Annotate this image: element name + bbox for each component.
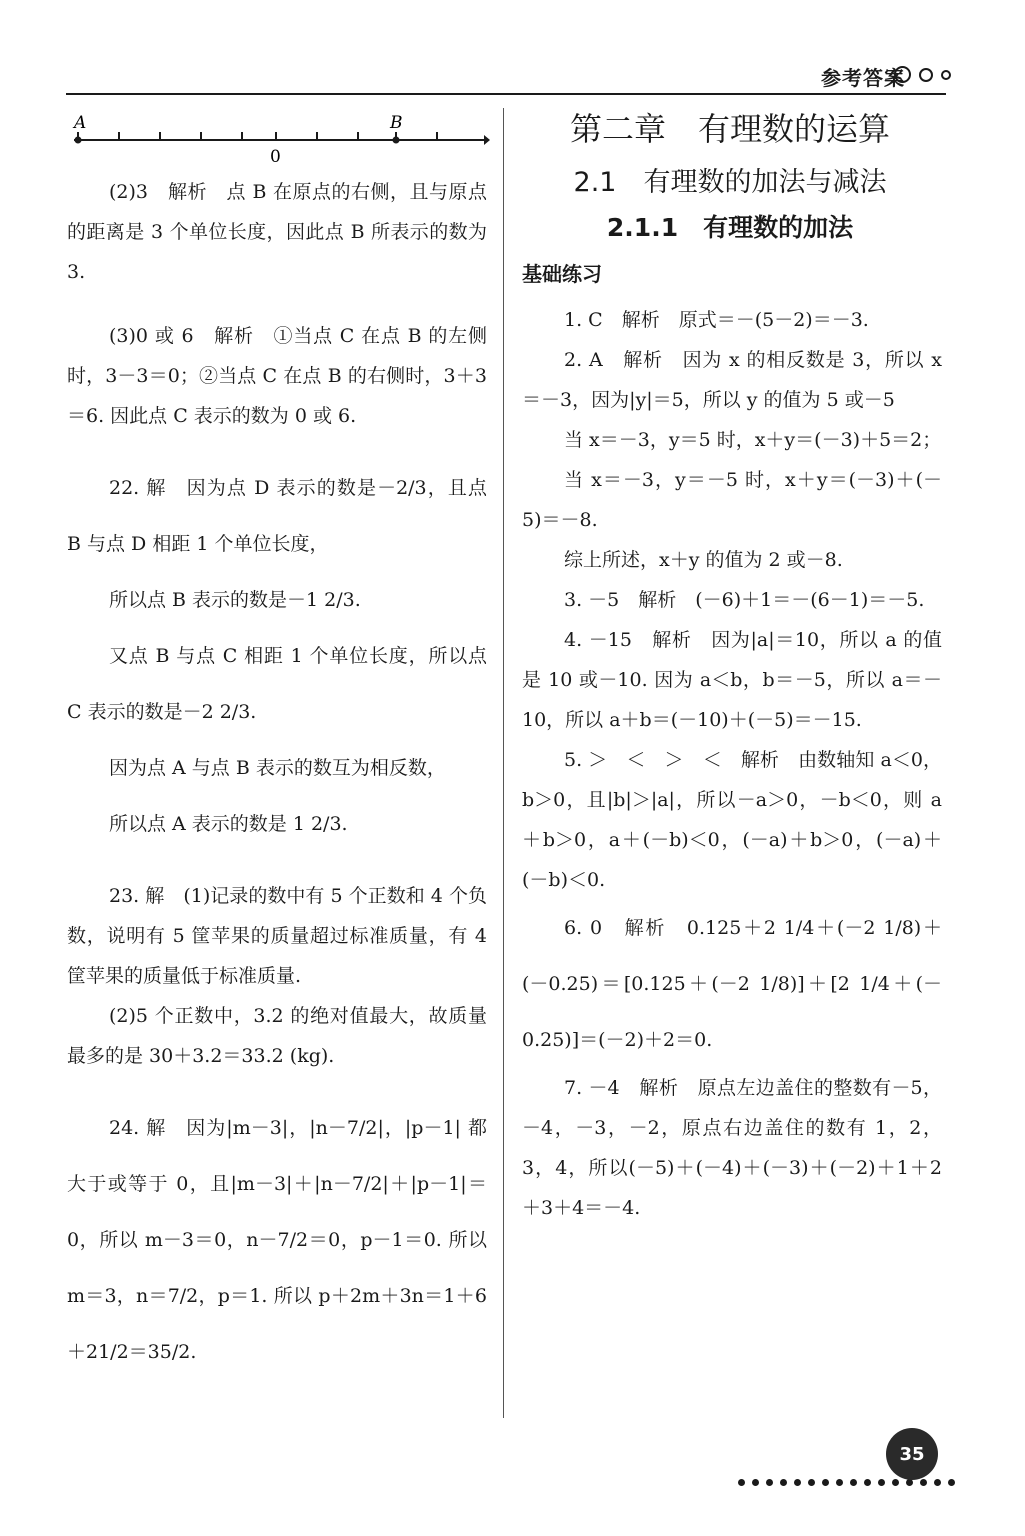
answer-23-2: (2)5 个正数中，3.2 的绝对值最大，故质量最多的是 30＋3.2＝33.2 (kg).: [67, 1005, 487, 1067]
point-b-label: B: [390, 113, 403, 133]
answer-5: 5. ＞ ＜ ＞ ＜ 解析 由数轴知 a＜0，b＞0，且|b|＞|a|，所以－a＞0，－b＜0，则 a＋b＞0，a＋(－b)＜0，(－a)＋b＞0，(－a)＋(－b)＜0.: [522, 749, 942, 891]
answer-2-conclusion: 综上所述，x＋y 的值为 2 或－8.: [564, 549, 843, 571]
header-rule: [66, 93, 946, 95]
point-a-dot: [75, 137, 82, 144]
subsection-title: 2.1.1 有理数的加法: [606, 213, 854, 242]
chapter-title: 第二章 有理数的运算: [569, 110, 890, 148]
answer-7: 7. －4 解析 原点左边盖住的整数有－5，－4，－3，－2，原点右边盖住的数有 1，2，3，4，所以(－5)＋(－4)＋(－3)＋(－2)＋1＋2＋3＋4＝－4.: [522, 1077, 942, 1219]
circle-icon: [894, 66, 911, 83]
answer-2-case-1: 当 x＝－3，y＝5 时，x＋y＝(－3)＋5＝2；: [564, 429, 942, 451]
header-title: 参考答案: [821, 66, 905, 90]
circle-icon: [941, 70, 951, 80]
point-a-label: A: [74, 113, 87, 133]
answer-21-2: (2)3 解析 点 B 在原点的右侧，且与原点的距离是 3 个单位长度，因此点 B 所表示的数为 3.: [67, 181, 487, 283]
column-divider: [503, 108, 504, 1418]
answer-22-point-c: 又点 B 与点 C 相距 1 个单位长度，所以点 C 表示的数是－2 2/3.: [67, 645, 487, 723]
answer-23-1: 23. 解 (1)记录的数中有 5 个正数和 4 个负数，说明有 5 筐苹果的质量超过标准质量，有 4 筐苹果的质量低于标准质量.: [67, 885, 487, 987]
circle-icon: [919, 68, 933, 82]
section-title: 2.1 有理数的加法与减法: [573, 167, 887, 198]
answer-1: 1. C 解析 原式＝－(5－2)＝－3.: [564, 309, 869, 331]
answer-22-opposite: 因为点 A 与点 B 表示的数互为相反数，: [109, 757, 446, 779]
left-column: [67, 172, 487, 1380]
right-column: [522, 300, 942, 1228]
answer-4: 4. －15 解析 因为|a|＝10，所以 a 的值是 10 或－10. 因为 a＜b，b＝－5，所以 a＝－10，所以 a＋b＝(－10)＋(－5)＝－15.: [522, 629, 942, 731]
number-line: [66, 108, 490, 168]
answer-2-case-2: 当 x＝－3，y＝－5 时，x＋y＝(－3)＋(－5)＝－8.: [522, 469, 942, 531]
header-decoration: [894, 66, 951, 83]
answer-24: 24. 解 因为|m－3|，|n－7/2|，|p－1| 都大于或等于 0，且|m－3|＋|n－7/2|＋|p－1|＝0，所以 m－3＝0，n－7/2＝0，p－1＝0. 所以 m＝3，n＝7/2，p＝1. 所以 p＋2m＋3n＝1＋6＋21/2＝35/2.: [67, 1117, 487, 1363]
answer-22: 22. 解 因为点 D 表示的数是－2/3，且点 B 与点 D 相距 1 个单位长度，: [67, 477, 487, 555]
practice-heading: 基础练习: [522, 262, 602, 286]
answer-6: 6. 0 解析 0.125＋2 1/4＋(－2 1/8)＋(－0.25)＝[0.125＋(－2 1/8)]＋[2 1/4＋(－0.25)]＝(－2)＋2＝0.: [522, 917, 942, 1051]
origin-label: 0: [270, 147, 281, 167]
page-number: 35: [886, 1428, 938, 1480]
footer-dots: [738, 1475, 958, 1489]
answer-21-3: (3)0 或 6 解析 ①当点 C 在点 B 的左侧时，3－3＝0；②当点 C 在点 B 的右侧时，3＋3＝6. 因此点 C 表示的数为 0 或 6.: [67, 325, 487, 427]
answer-2: 2. A 解析 因为 x 的相反数是 3，所以 x＝－3，因为|y|＝5，所以 y 的值为 5 或－5: [522, 349, 942, 411]
point-b-dot: [393, 137, 400, 144]
answer-22-point-b: 所以点 B 表示的数是－1 2/3.: [109, 589, 361, 611]
answer-3: 3. －5 解析 (－6)＋1＝－(6－1)＝－5.: [564, 589, 925, 611]
answer-22-point-a: 所以点 A 表示的数是 1 2/3.: [109, 813, 348, 835]
